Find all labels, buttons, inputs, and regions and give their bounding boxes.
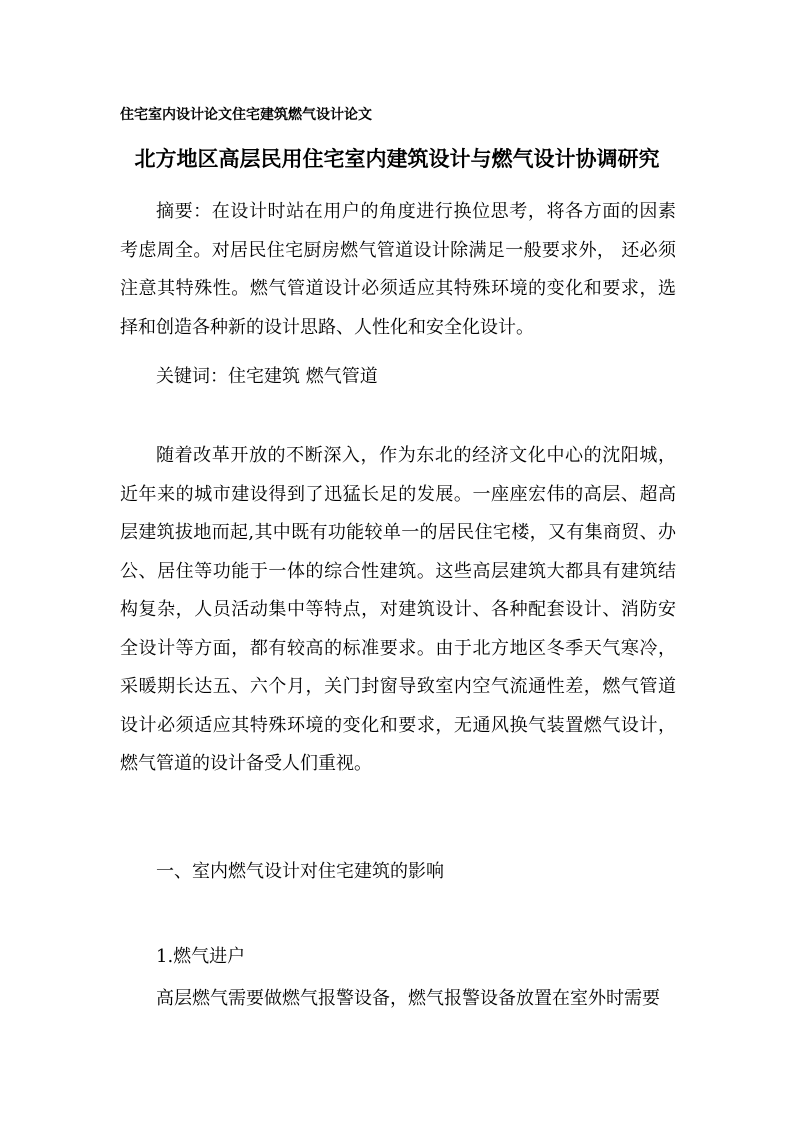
body-paragraph: 高层燃气需要做燃气报警设备，燃气报警设备放置在室外时需要	[156, 988, 660, 1009]
abstract-paragraph: 摘要：在设计时站在用户的角度进行换位思考，将各方面的因素考虑周全。对居民住宅厨房燃气管道设计除满足一般要求外， 还必须注意其特殊性。燃气管道设计必须适应其特殊环境的变化和要求，选择和创造各种新的设计思路、人性化和安全化设计。	[120, 201, 676, 338]
document-title: 北方地区高层民用住宅室内建筑设计与燃气设计协调研究	[134, 146, 660, 171]
intro-paragraph: 随着改革开放的不断深入，作为东北的经济文化中心的沈阳城，近年来的城市建设得到了迅猛长足的发展。一座座宏伟的高层、超高层建筑拔地而起,其中既有功能较单一的居民住宅楼，又有集商贸、办公、居住等功能于一体的综合性建筑。这些高层建筑大都具有建筑结构复杂，人员活动集中等特点，对建筑设计、各种配套设计、消防安全设计等方面，都有较高的标准要求。由于北方地区冬季天气寒冷，采暖期长达五、六个月，关门封窗导致室内空气流通性差，燃气管道设计必须适应其特殊环境的变化和要求，无通风换气装置燃气设计，燃气管道的设计备受人们重视。	[120, 445, 676, 774]
section-heading: 一、室内燃气设计对住宅建筑的影响	[156, 861, 444, 882]
document-header: 住宅室内设计论文住宅建筑燃气设计论文	[120, 107, 372, 123]
keywords-line: 关键词：住宅建筑 燃气管道	[156, 366, 378, 387]
subsection-heading: 1.燃气进户	[156, 946, 246, 967]
